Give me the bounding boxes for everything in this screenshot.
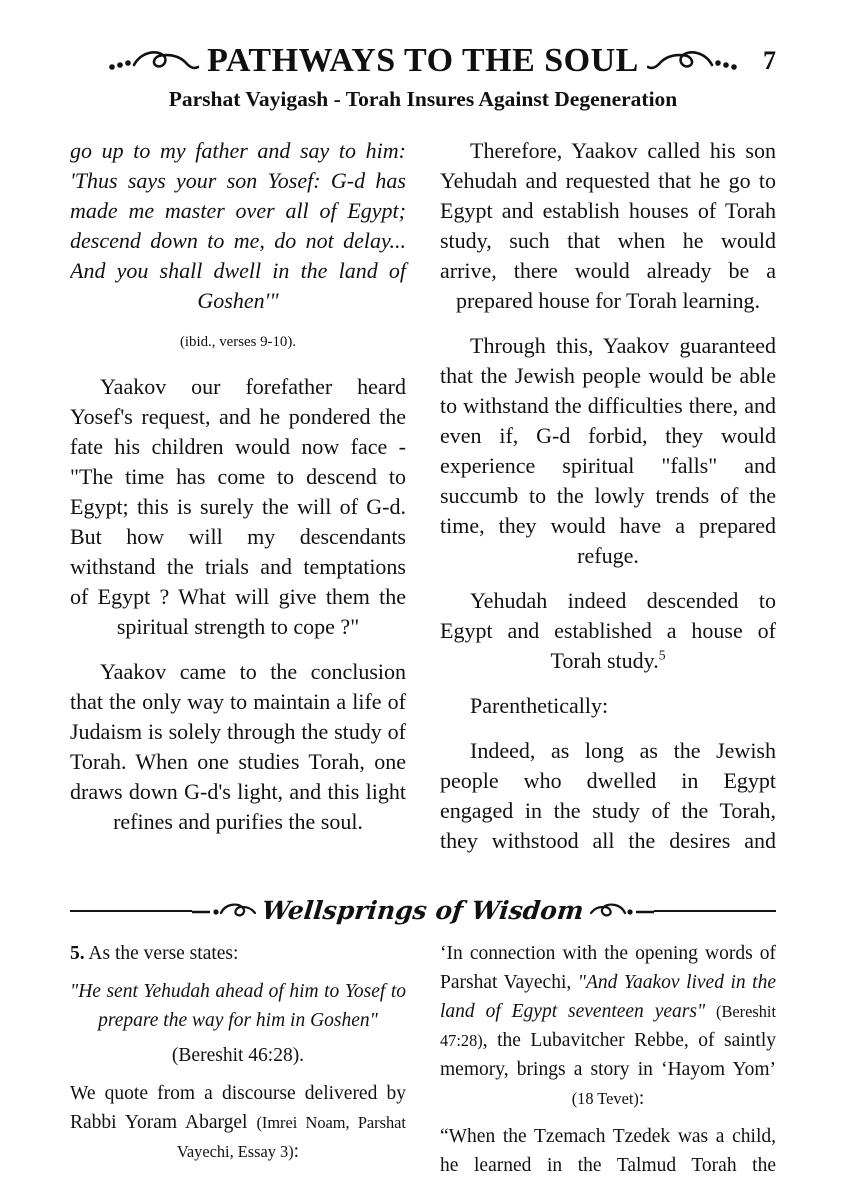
left-column <box>70 136 406 892</box>
text-segment: Indeed, as long as the Jewish people who dwelled in Egypt engaged in the study of the Torah, they withstood all the desires and <box>440 738 776 853</box>
divider-line-left <box>70 910 192 912</box>
paragraph <box>70 657 406 837</box>
footnote-right-column <box>440 939 776 1189</box>
paragraph <box>440 586 776 676</box>
text-segment: Yaakov came to the conclusion that the only way to maintain a life of Judaism is solely through the study of Torah. When one studies Torah, one draws down G-d's light, and this light refines and purifies the soul. <box>70 659 406 834</box>
title-row <box>70 42 776 80</box>
paragraph <box>70 1079 406 1166</box>
text-segment: "He sent Yehudah ahead of him to Yosef to prepare the way for him in Goshen" <box>70 981 406 1031</box>
divider-flourish-right-icon <box>590 901 654 921</box>
paragraph <box>440 331 776 571</box>
flourish-right-icon <box>647 47 739 75</box>
text-segment: (Imrei Noam, Parshat Vayechi, Essay 3) <box>176 1113 406 1161</box>
text-segment: Therefore, Yaakov called his son Yehudah and requested that he go to Egypt and establish houses of Torah study, such that when he would arrive, there would already be a prepared house for Torah learning. <box>440 138 776 313</box>
page-number: 7 <box>763 46 776 75</box>
page-title: PATHWAYS TO THE SOUL <box>207 42 639 79</box>
paragraph <box>70 977 406 1035</box>
text-segment: (Bereshit 46:28). <box>171 1045 305 1066</box>
text-segment: (Bereshit 47:28) <box>440 1002 776 1050</box>
text-segment: Through this, Yaakov guaranteed that the Jewish people would be able to withstand the difficulties there, and even if, G-d forbid, they would experience spiritual "falls" and succumb to the lowly trends of the time, they would have a prepared refuge. <box>440 333 776 568</box>
text-segment: , the Lubavitcher Rebbe, of saintly memory, brings a story in ‘Hayom Yom’ <box>440 1030 776 1080</box>
page-header <box>70 42 776 112</box>
text-segment: (18 Tevet) <box>571 1089 639 1108</box>
divider-line-right <box>654 910 776 912</box>
footnote-left-column <box>70 939 406 1189</box>
flourish-left-icon <box>107 47 199 75</box>
text-segment: go up to my father and say to him: 'Thus says your son Yosef: G-d has made me master over all of Egypt; descend down to me, do not delay... And you shall dwell in the land of Goshen'" <box>70 138 406 313</box>
page-subtitle: Parshat Vayigash - Torah Insures Against Degeneration <box>168 87 678 111</box>
section-divider <box>70 896 776 925</box>
paragraph <box>70 327 406 357</box>
paragraph <box>70 939 406 968</box>
text-segment: 5. <box>70 943 85 964</box>
right-column <box>440 136 776 892</box>
body-columns <box>70 136 776 892</box>
divider-flourish-left-icon <box>192 901 256 921</box>
text-segment: ‘In connection with the opening words of Parshat Vayechi, <box>440 943 776 993</box>
paragraph <box>440 1122 776 1180</box>
text-segment: Yehudah indeed descended to Egypt and established a house of Torah study. <box>440 588 776 673</box>
text-segment: : <box>293 1141 300 1162</box>
text-segment: (ibid., verses 9-10). <box>179 334 297 350</box>
footnotes-section <box>70 939 776 1189</box>
text-segment: As the verse states: <box>84 943 239 964</box>
divider-label: Wellsprings of Wisdom <box>260 896 586 925</box>
text-segment: 5 <box>658 647 666 663</box>
text-segment: Yaakov our forefather heard Yosef's request, and he pondered the fate his children would now face - "The time has come to descend to Egypt; this is surely the will of G-d. But how will my descendants withstand the trials and temptations of Egypt ? What will give them the spiritual strength to cope ?" <box>70 374 406 639</box>
text-segment: “When the Tzemach Tzedek was a child, he learned in the Talmud Torah the <box>440 1126 776 1176</box>
text-segment: : <box>638 1088 645 1109</box>
paragraph <box>70 136 406 316</box>
text-segment: We quote from a discourse delivered by Rabbi Yoram Abargel <box>70 1083 406 1133</box>
text-segment: Parenthetically: <box>470 693 609 718</box>
text-segment: "And Yaakov lived in the land of Egypt seventeen years" <box>440 972 777 1022</box>
paragraph <box>440 136 776 316</box>
paragraph <box>440 691 776 721</box>
paragraph <box>440 736 776 856</box>
paragraph <box>70 372 406 642</box>
paragraph <box>440 939 776 1113</box>
paragraph <box>70 1041 406 1070</box>
